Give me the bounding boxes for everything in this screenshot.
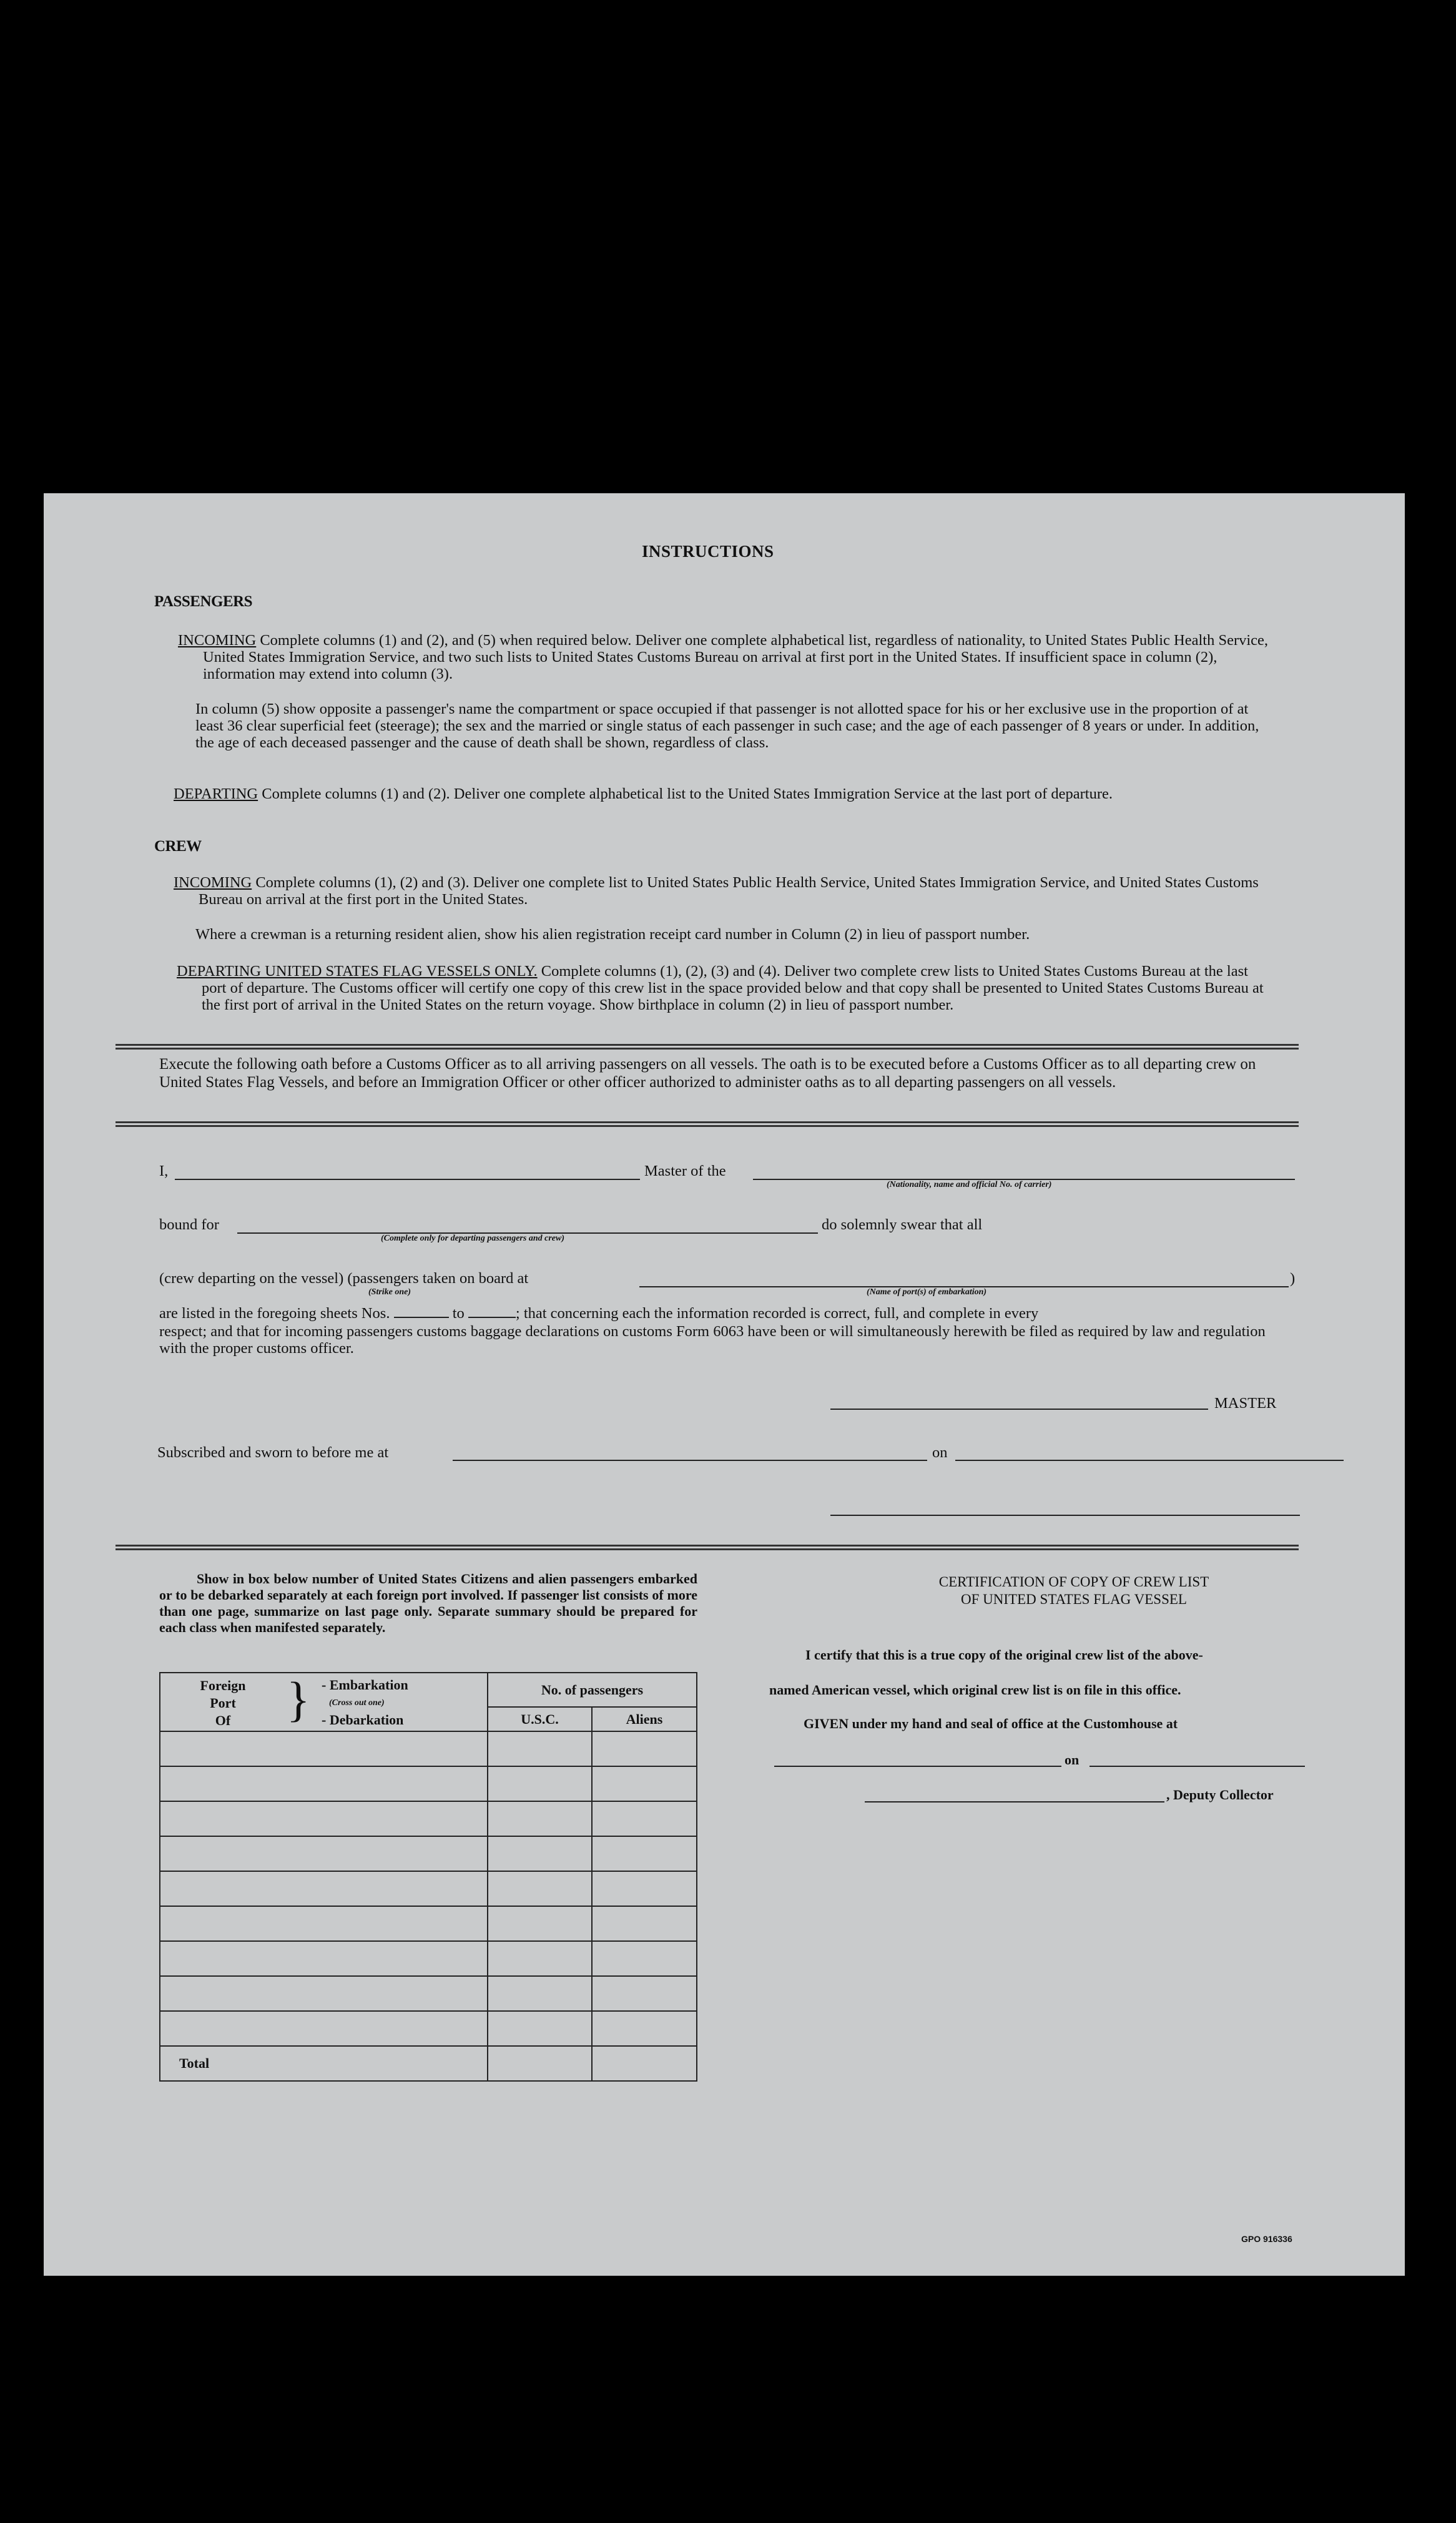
subscribed-on-label: on: [932, 1444, 948, 1461]
divider: [116, 1048, 1299, 1050]
crew-departing-label: DEPARTING UNITED STATES FLAG VESSELS ONLY.: [177, 963, 538, 980]
divider: [116, 1121, 1299, 1123]
usc-cell[interactable]: [488, 1836, 592, 1871]
certification-title-line2: OF UNITED STATES FLAG VESSEL: [961, 1591, 1187, 1607]
master-signature-line[interactable]: [830, 1409, 1208, 1410]
usc-cell[interactable]: [488, 1766, 592, 1801]
sheet-from-line[interactable]: [394, 1317, 449, 1318]
officer-signature-line[interactable]: [830, 1515, 1300, 1516]
listed-sheets-row: [159, 1305, 1038, 1322]
listed-to-label: to: [452, 1305, 465, 1322]
listed-sheets-rest: ; that concerning each the information recorded is correct, full, and complete in every: [515, 1305, 1039, 1322]
usc-header: U.S.C.: [488, 1707, 592, 1731]
usc-cell[interactable]: [488, 1906, 592, 1941]
divider: [116, 1548, 1299, 1550]
aliens-cell[interactable]: [592, 1906, 697, 1941]
table-row: [160, 1731, 697, 1766]
subscribed-date-line[interactable]: [955, 1460, 1344, 1461]
port-cell[interactable]: [160, 1801, 488, 1836]
usc-cell[interactable]: [488, 1801, 592, 1836]
port-cell[interactable]: [160, 1941, 488, 1976]
foreign-port-label: [160, 1677, 285, 1729]
port-cell[interactable]: [160, 1976, 488, 2011]
master-name-line[interactable]: [175, 1179, 640, 1180]
gpo-code: GPO 916336: [1241, 2234, 1292, 2244]
carrier-caption: (Nationality, name and official No. of carrier): [887, 1180, 1052, 1189]
passenger-summary-table: [159, 1672, 697, 2082]
aliens-header: Aliens: [592, 1707, 697, 1731]
bound-for-label: bound for: [159, 1216, 219, 1233]
aliens-cell[interactable]: [592, 1731, 697, 1766]
divider: [116, 1545, 1299, 1547]
of-label: Of: [215, 1713, 231, 1728]
deputy-collector-label: , Deputy Collector: [1166, 1787, 1274, 1802]
passengers-incoming-paragraph: [178, 632, 1274, 682]
crew-incoming-label: INCOMING: [174, 874, 252, 891]
aliens-cell[interactable]: [592, 1801, 697, 1836]
cross-out-caption: (Cross out one): [329, 1698, 385, 1708]
passengers-departing-text: Complete columns (1) and (2). Deliver one complete alphabetical list to the United States Immigration Service at the last port of departure.: [262, 785, 1113, 802]
crew-departing-paragraph: [177, 963, 1274, 1013]
aliens-cell[interactable]: [592, 1871, 697, 1906]
aliens-cell[interactable]: [592, 1836, 697, 1871]
certification-date-line[interactable]: [1090, 1766, 1305, 1767]
customhouse-line[interactable]: [774, 1766, 1061, 1767]
aliens-total-cell[interactable]: [592, 2046, 697, 2081]
divider: [116, 1125, 1299, 1127]
port-label: Port: [210, 1695, 236, 1711]
master-label: MASTER: [1214, 1395, 1277, 1412]
embarkation-label: - Embarkation: [322, 1677, 408, 1693]
respect-paragraph: respect; and that for incoming passengers customs baggage declarations on customs Form 6063 have been or will simultaneously herewith be filed as required by law and regulation with the proper customs officer.: [159, 1323, 1266, 1357]
table-row: [160, 1871, 697, 1906]
certify-line2: named American vessel, which original crew list is on file in this office.: [769, 1682, 1181, 1698]
aliens-cell[interactable]: [592, 1941, 697, 1976]
subscribed-place-line[interactable]: [453, 1460, 927, 1461]
certification-on-label: on: [1065, 1752, 1080, 1768]
close-paren: ): [1290, 1270, 1296, 1287]
divider: [116, 1044, 1299, 1046]
total-label: Total: [160, 2046, 488, 2081]
port-cell[interactable]: [160, 1906, 488, 1941]
strike-one-caption: (Strike one): [368, 1287, 411, 1297]
table-row: [160, 1906, 697, 1941]
listed-sheets-label: are listed in the foregoing sheets Nos.: [159, 1305, 390, 1322]
foreign-port-header: [160, 1673, 488, 1731]
crew-incoming-paragraph: [174, 874, 1274, 908]
deputy-signature-line[interactable]: [865, 1801, 1164, 1802]
usc-cell[interactable]: [488, 1941, 592, 1976]
aliens-cell[interactable]: [592, 2011, 697, 2046]
port-cell[interactable]: [160, 1766, 488, 1801]
crew-resident-paragraph: Where a crewman is a returning resident alien, show his alien registration receipt card number in Column (2) in lieu of passport number.: [195, 926, 1030, 943]
total-row: [160, 2046, 697, 2081]
table-row: [160, 2011, 697, 2046]
usc-cell[interactable]: [488, 2011, 592, 2046]
table-row: [160, 1976, 697, 2011]
page-title: INSTRUCTIONS: [642, 542, 774, 561]
bound-for-caption: (Complete only for departing passengers and crew): [381, 1234, 564, 1243]
certify-line1: I certify that this is a true copy of the original crew list of the above-: [805, 1647, 1203, 1663]
usc-cell[interactable]: [488, 1871, 592, 1906]
passengers-departing-label: DEPARTING: [174, 785, 258, 802]
given-label: GIVEN under my hand and seal of office at the Customhouse at: [804, 1716, 1178, 1731]
brace-icon: }: [287, 1672, 310, 1726]
crew-heading: CREW: [154, 838, 202, 855]
table-row: [160, 1941, 697, 1976]
table-row: [160, 1801, 697, 1836]
summary-instructions: Show in box below number of United States Citizens and alien passengers embarked or to be debarked separately at each foreign port involved. If passenger list consists of more than one page, summarize on last page only. Separate summary should be prepared for each class when manifested separately.: [159, 1571, 697, 1635]
table-row: [160, 1836, 697, 1871]
certification-title-line1: CERTIFICATION OF COPY OF CREW LIST: [938, 1574, 1209, 1590]
debarkation-label: - Debarkation: [322, 1712, 404, 1728]
port-caption: (Name of port(s) of embarkation): [867, 1287, 987, 1297]
passengers-departing-paragraph: [174, 785, 1274, 802]
port-cell[interactable]: [160, 1731, 488, 1766]
aliens-cell[interactable]: [592, 1976, 697, 2011]
crew-passengers-label: (crew departing on the vessel) (passengers taken on board at: [159, 1270, 529, 1287]
passengers-column5-paragraph: In column (5) show opposite a passenger's name the compartment or space occupied if that passenger is not allotted space for his or her exclusive use in the proportion of at least 36 clear superficial feet (steerage); the sex and the married or single status of each passenger in such case; and the age of each passenger of 8 years or under. In addition, the age of each deceased passenger and the cause of death shall be shown, regardless of class.: [195, 701, 1259, 751]
passengers-heading: PASSENGERS: [154, 593, 253, 610]
crew-incoming-text: Complete columns (1), (2) and (3). Deliver one complete list to United States Public Health Service, United States Immigration Service, and United States Customs Bureau on arrival at the first port in the United States.: [199, 874, 1259, 908]
no-of-passengers-header: No. of passengers: [488, 1673, 697, 1707]
passengers-incoming-label: INCOMING: [178, 632, 257, 649]
usc-total-cell[interactable]: [488, 2046, 592, 2081]
port-cell[interactable]: [160, 1871, 488, 1906]
passengers-incoming-text: Complete columns (1) and (2), and (5) when required below. Deliver one complete alphabetical list, regardless of nationality, to United States Public Health Service, United States Immigration Service, and two such lists to United States Customs Bureau on arrival at first port in the United States. If insufficient space in column (2), information may extend into column (3).: [203, 632, 1269, 682]
certification-title: [793, 1573, 1355, 1608]
solemnly-swear-label: do solemnly swear that all: [822, 1216, 983, 1233]
aliens-cell[interactable]: [592, 1766, 697, 1801]
subscribed-label: Subscribed and sworn to before me at: [157, 1444, 389, 1461]
foreign-label: Foreign: [200, 1678, 246, 1693]
port-cell[interactable]: [160, 1836, 488, 1871]
usc-cell[interactable]: [488, 1976, 592, 2011]
table-row: [160, 1766, 697, 1801]
usc-cell[interactable]: [488, 1731, 592, 1766]
oath-instructions: Execute the following oath before a Customs Officer as to all arriving passengers on all vessels. The oath is to be executed before a Customs Officer as to all departing crew on United States Flag Vessels, and before an Immigration Officer or other officer authorized to administer oaths as to all departing passengers on all vessels.: [159, 1056, 1256, 1091]
crew-departing-text: Complete columns (1), (2), (3) and (4). Deliver two complete crew lists to United States Customs Bureau at the last port of departure. The Customs officer will certify one copy of this crew list in the space provided below and that copy shall be presented to United States Customs Bureau at the first port of arrival in the United States on the return voyage. Show birthplace in column (2) in lieu of passport number.: [202, 963, 1264, 1013]
master-of-label: Master of the: [644, 1163, 726, 1179]
oath-i-label: I,: [159, 1163, 169, 1179]
port-cell[interactable]: [160, 2011, 488, 2046]
sheet-to-line[interactable]: [468, 1317, 516, 1318]
